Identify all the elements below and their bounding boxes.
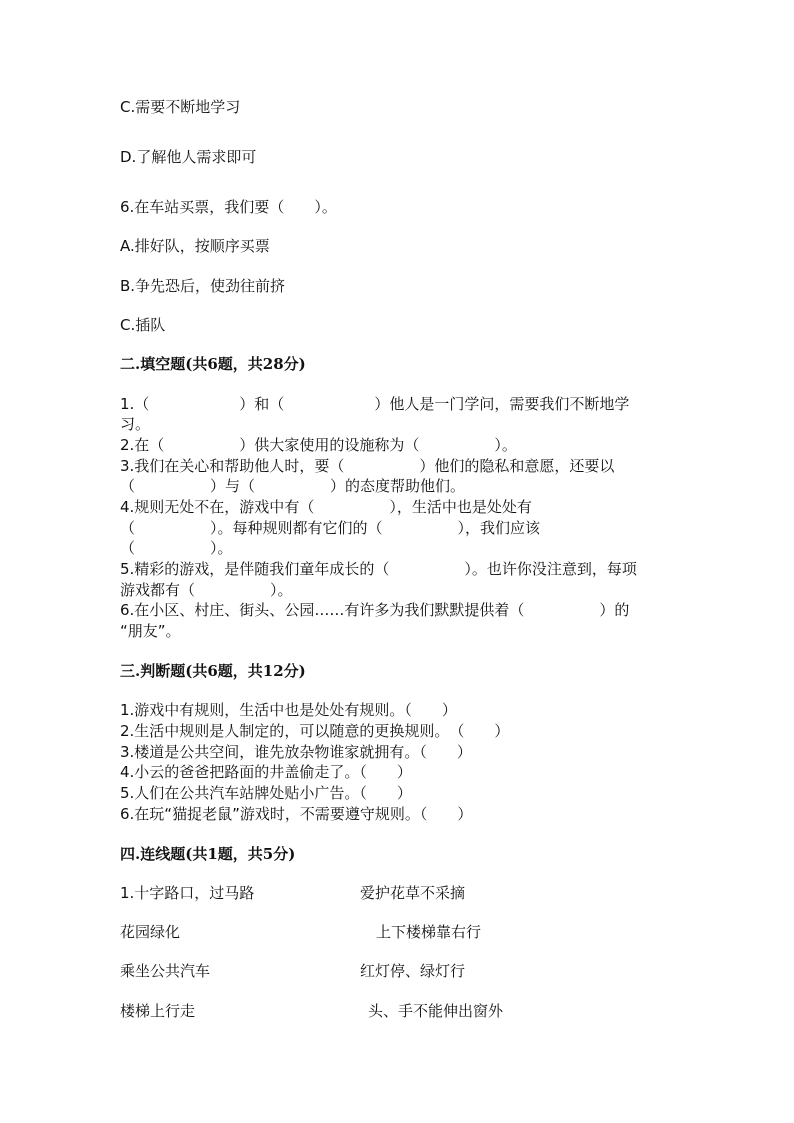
fill-blank-line: 5.精彩的游戏，是伴随我们童年成长的（ ）。也许你没注意到，每项: [120, 560, 637, 578]
true-false-line: 4.小云的爸爸把路面的井盖偷走了。（ ）: [120, 763, 412, 781]
match-right-item: 红灯停、绿灯行: [360, 962, 466, 980]
option-d: D.了解他人需求即可: [120, 148, 257, 166]
match-left-item: 楼梯上行走: [120, 1002, 196, 1020]
option-c: C.需要不断地学习: [120, 98, 241, 116]
fill-blank-line: 6.在小区、村庄、街头、公园……有许多为我们默默提供着（ ）的: [120, 601, 630, 619]
fill-blank-line: （ ）与（ ）的态度帮助他们。: [120, 477, 466, 495]
q6-option-b: B.争先恐后，使劲往前挤: [120, 277, 286, 295]
fill-blank-line: 习。: [120, 415, 151, 433]
section-2-heading: 二.填空题(共6题，共28分): [120, 355, 306, 373]
fill-blank-line: 4.规则无处不在，游戏中有（ ），生活中也是处处有: [120, 498, 532, 516]
true-false-line: 3.楼道是公共空间，谁先放杂物谁家就拥有。（ ）: [120, 743, 472, 761]
fill-blank-line: 3.我们在关心和帮助他人时，要（ ）他们的隐私和意愿，还要以: [120, 457, 615, 475]
match-left-item: 乘坐公共汽车: [120, 962, 211, 980]
true-false-line: 6.在玩“猫捉老鼠”游戏时，不需要遵守规则。（ ）: [120, 805, 473, 823]
match-right-item: 爱护花草不采摘: [360, 884, 466, 902]
section-3-heading: 三.判断题(共6题，共12分): [120, 662, 306, 680]
fill-blank-line: 1.（ ）和（ ）他人是一门学问，需要我们不断地学: [120, 395, 630, 413]
fill-blank-line: （ ）。: [120, 539, 233, 557]
question-6: 6.在车站买票，我们要（ ）。: [120, 198, 337, 216]
section-4-heading: 四.连线题(共1题，共5分): [120, 845, 296, 863]
fill-blank-line: 2.在（ ）供大家使用的设施称为（ ）。: [120, 436, 517, 454]
q6-option-a: A.排好队，按顺序买票: [120, 237, 270, 255]
fill-blank-line: 游戏都有（ ）。: [120, 581, 293, 599]
match-left-item: 1.十字路口，过马路: [120, 884, 255, 902]
match-right-item: 头、手不能伸出窗外: [368, 1002, 504, 1020]
match-right-item: 上下楼梯靠右行: [376, 923, 482, 941]
q6-option-c: C.插队: [120, 316, 166, 334]
true-false-line: 2.生活中规则是人制定的，可以随意的更换规则。 （ ）: [120, 722, 510, 740]
match-left-item: 花园绿化: [120, 923, 181, 941]
true-false-line: 5.人们在公共汽车站牌处贴小广告。（ ）: [120, 784, 412, 802]
fill-blank-line: “朋友”。: [120, 622, 181, 640]
fill-blank-line: （ ）。每种规则都有它们的（ ），我们应该: [120, 519, 541, 537]
true-false-line: 1.游戏中有规则，生活中也是处处有规则。（ ）: [120, 701, 457, 719]
